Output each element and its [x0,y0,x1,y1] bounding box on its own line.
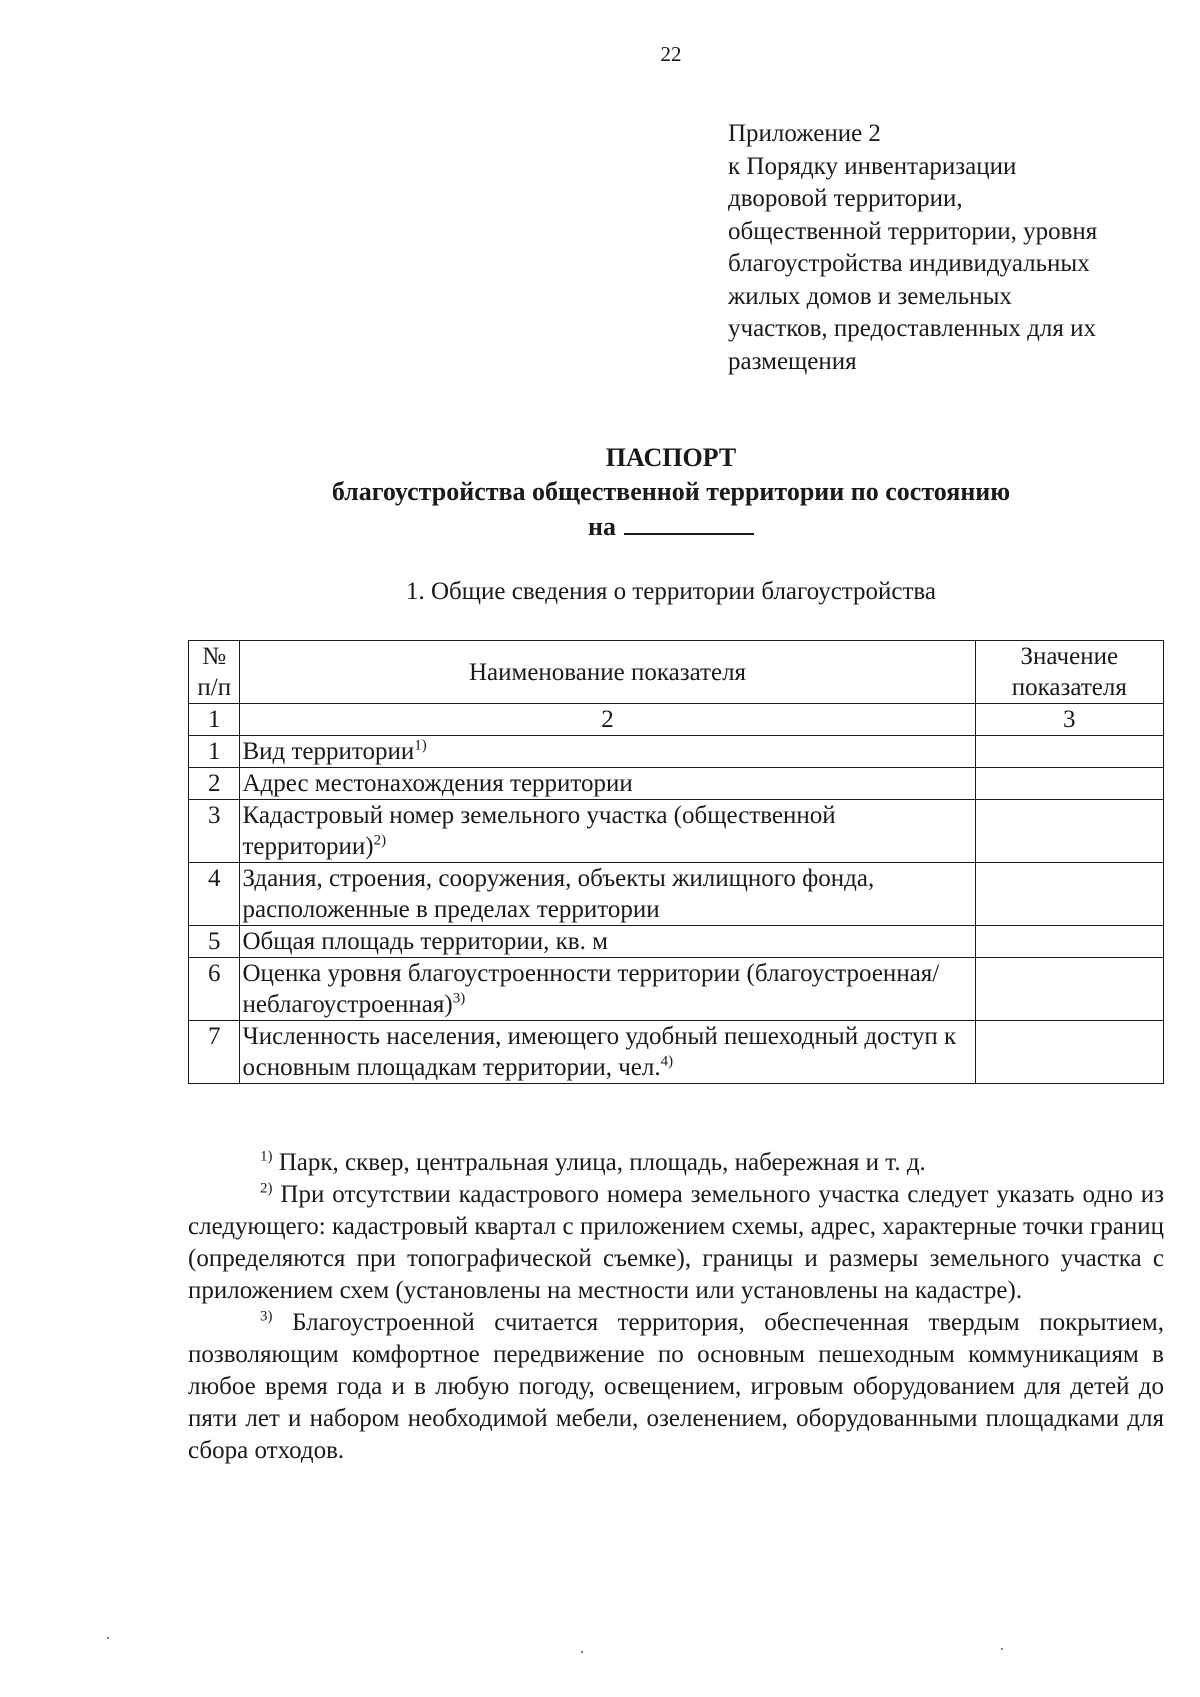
row-indicator-name [240,800,975,863]
footnote [188,1307,1164,1467]
indicator-name-text: Здания, строения, сооружения, объекты жилищного фонда, расположенные в пределах территории [242,865,875,923]
indicator-name-text: Оценка уровня благоустроенности территории (благоустроенная/неблагоустроенная) [242,960,940,1018]
footnote-text: При отсутствии кадастрового номера земельного участка следует указать одно из следующего: кадастровый квартал с приложением схемы, адрес, характерные точки границ (определяются при топографической съемке), границы и размеры земельного участка с приложением схем (установлены на местности или установлены на кадастре). [188,1181,1164,1304]
appendix-line: Приложение 2 [728,120,881,147]
indicator-name-text: Вид территории [242,738,415,765]
header-value-line1: Значение [1020,643,1119,670]
scan-speck [581,1651,583,1653]
header-name: Наименование показателя [240,641,975,704]
column-number: 1 [189,704,240,736]
row-value [975,863,1163,926]
indicator-name-text: Численность населения, имеющего удобный пешеходный доступ к основным площадкам территории, чел. [242,1023,957,1081]
row-indicator-name [240,736,975,768]
section-heading: 1. Общие сведения о территории благоустройства [406,578,936,605]
scan-speck [1001,1648,1003,1650]
footnote-mark: 3) [260,1308,273,1325]
footnote [188,1147,1164,1179]
table-row [189,863,1164,926]
footnote-reference: 3) [452,990,466,1007]
table-row [189,926,1164,958]
column-number-row [189,704,1164,736]
header-num [189,641,240,704]
table-header-row [189,641,1164,704]
table-row [189,1021,1164,1084]
appendix-line: к Порядку инвентаризации [728,152,1017,180]
table-row [189,736,1164,768]
indicator-name-text: Кадастровый номер земельного участка (общественной территории) [242,802,836,860]
row-number: 3 [189,800,240,863]
footnote-mark: 2) [260,1180,273,1197]
appendix-line: размещения [728,347,857,375]
appendix-line: жилых домов и земельных [728,282,1012,310]
row-indicator-name [240,926,975,958]
footnote-reference: 4) [660,1053,674,1070]
row-indicator-name [240,1021,975,1084]
title-main: ПАСПОРТ [605,443,737,472]
row-value [975,1021,1163,1084]
row-number: 2 [189,768,240,800]
row-number: 7 [189,1021,240,1084]
row-number: 1 [189,736,240,768]
row-value [975,736,1163,768]
header-value-line2: показателя [1011,674,1127,701]
indicators-table [188,640,1164,1084]
row-number: 6 [189,958,240,1021]
appendix-reference [728,118,1168,378]
title-date-prefix: на [588,512,616,541]
row-number: 4 [189,863,240,926]
column-number: 3 [975,704,1163,736]
document-title [0,441,1200,544]
title-subtitle: благоустройства общественной территории по состоянию [331,477,1011,506]
footnote-text: Парк, сквер, центральная улица, площадь, набережная и т. д. [278,1149,926,1176]
row-indicator-name [240,768,975,800]
title-date-line [0,509,1200,544]
column-number: 2 [240,704,975,736]
row-value [975,926,1163,958]
table-row [189,800,1164,863]
scan-speck [107,1637,109,1639]
footnote [188,1179,1164,1307]
date-blank-line [624,509,754,535]
header-value [975,641,1163,704]
appendix-line: дворовой территории, [728,185,963,212]
indicator-name-text: Адрес местонахождения территории [242,770,633,797]
row-indicator-name [240,958,975,1021]
header-num-line1: № [202,643,227,670]
footnote-reference: 2) [373,832,387,849]
footnote-mark: 1) [260,1148,273,1165]
row-number: 5 [189,926,240,958]
row-value [975,800,1163,863]
appendix-line: участков, предоставленных для их [728,315,1096,342]
footnotes [188,1147,1164,1467]
table-row [189,958,1164,1021]
footnote-reference: 1) [414,737,427,754]
page-number: 22 [660,42,682,66]
footnote-text: Благоустроенной считается территория, обеспеченная твердым покрытием, позволяющим комфортное передвижение по основным пешеходным коммуникациям в любое время года и в любую погоду, освещением, игровым оборудованием для детей до пяти лет и набором необходимой мебели, озеленением, оборудованными площадками для сбора отходов. [188,1309,1164,1464]
header-num-line2: п/п [197,674,232,701]
indicator-name-text: Общая площадь территории, кв. м [242,928,608,955]
row-indicator-name [240,863,975,926]
row-value [975,958,1163,1021]
appendix-line: общественной территории, уровня [728,217,1098,245]
table-row [189,768,1164,800]
row-value [975,768,1163,800]
appendix-line: благоустройства индивидуальных [728,250,1090,277]
